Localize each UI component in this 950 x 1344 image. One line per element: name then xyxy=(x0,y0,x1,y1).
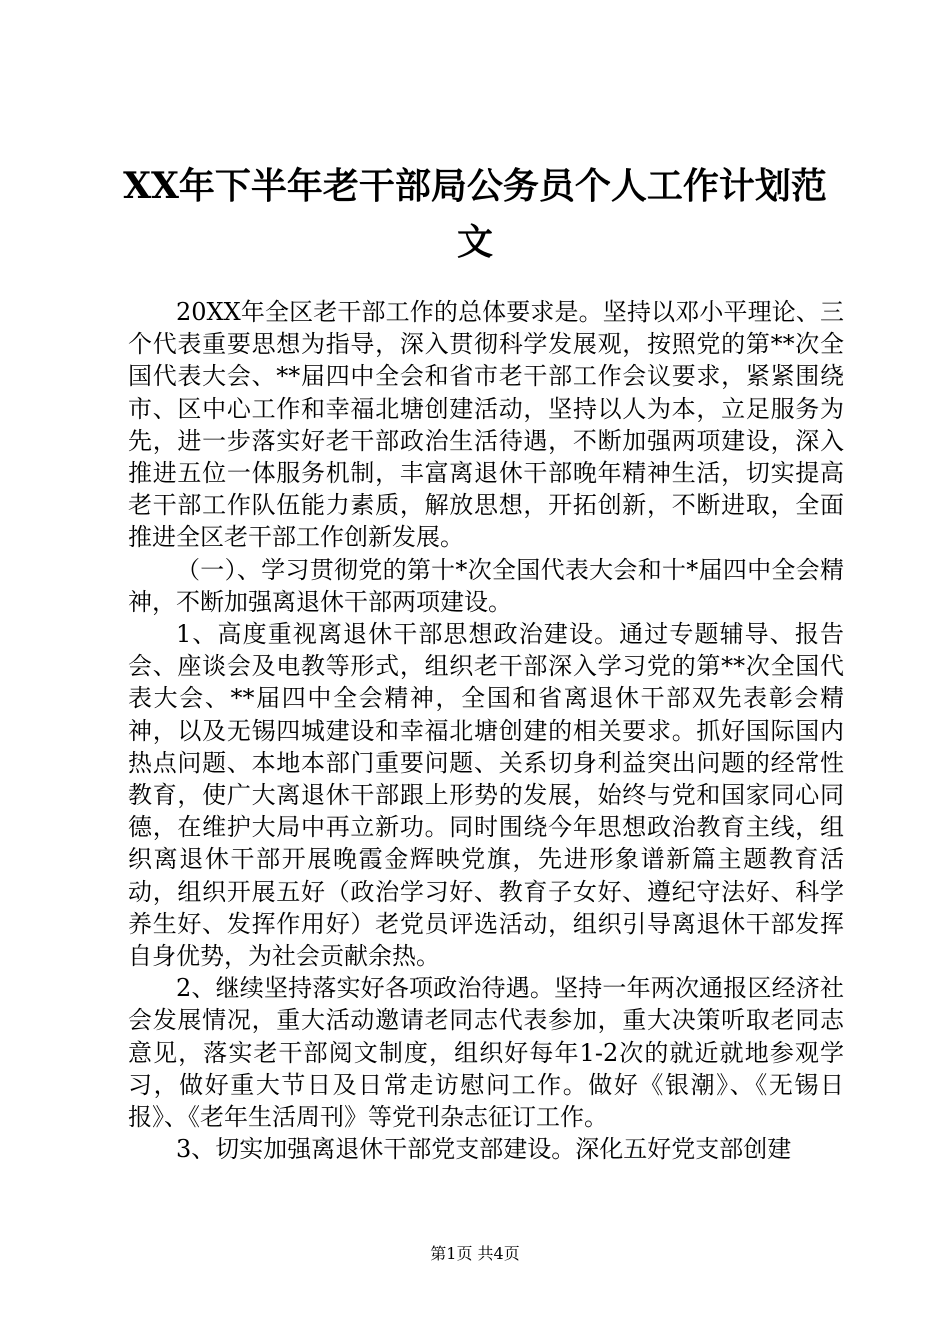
document-body xyxy=(128,296,844,1165)
paragraph-intro: 20XX年全区老干部工作的总体要求是。坚持以邓小平理论、三个代表重要思想为指导，深入贯彻科学发展观，按照党的第**次全国代表大会、**届四中全会和省市老干部工作会议要求，紧紧围绕市、区中心工作和幸福北塘创建活动，坚持以人为本，立足服务为先，进一步落实好老干部政治生活待遇，不断加强两项建设，深入推进五位一体服务机制，丰富离退休干部晚年精神生活，切实提高老干部工作队伍能力素质，解放思想，开拓创新，不断进取，全面推进全区老干部工作创新发展。 xyxy=(128,298,844,552)
paragraph-item-1: 1、高度重视离退休干部思想政治建设。通过专题辅导、报告会、座谈会及电教等形式，组织老干部深入学习党的第**次全国代表大会、**届四中全会精神，全国和省离退休干部双先表彰会精神，以及无锡四城建设和幸福北塘创建的相关要求。抓好国际国内热点问题、本地本部门重要问题、关系切身利益突出问题的经常性教育，使广大离退休干部跟上形势的发展，始终与党和国家同心同德，在维护大局中再立新功。同时围绕今年思想政治教育主线，组织离退休干部开展晚霞金辉映党旗，先进形象谱新篇主题教育活动，组织开展五好（政治学习好、教育子女好、遵纪守法好、科学养生好、发挥作用好）老党员评选活动，组织引导离退休干部发挥自身优势，为社会贡献余热。 xyxy=(128,620,844,971)
page-footer: 第1页 共4页 xyxy=(430,1244,520,1263)
document-title: XX年下半年老干部局公务员个人工作计划范文 xyxy=(123,165,827,263)
paragraph-section-heading: （一）、学习贯彻党的第十*次全国代表大会和十*届四中全会精神，不断加强离退休干部两项建设。 xyxy=(128,555,844,616)
paragraph-item-3: 3、切实加强离退休干部党支部建设。深化五好党支部创建 xyxy=(176,1135,792,1164)
paragraph-item-2: 2、继续坚持落实好各项政治待遇。坚持一年两次通报区经济社会发展情况，重大活动邀请老同志代表参加，重大决策听取老同志意见，落实老干部阅文制度，组织好每年1-2次的就近就地参观学习，做好重大节日及日常走访慰问工作。做好《银潮》、《无锡日报》、《老年生活周刊》等党刊杂志征订工作。 xyxy=(128,974,844,1132)
